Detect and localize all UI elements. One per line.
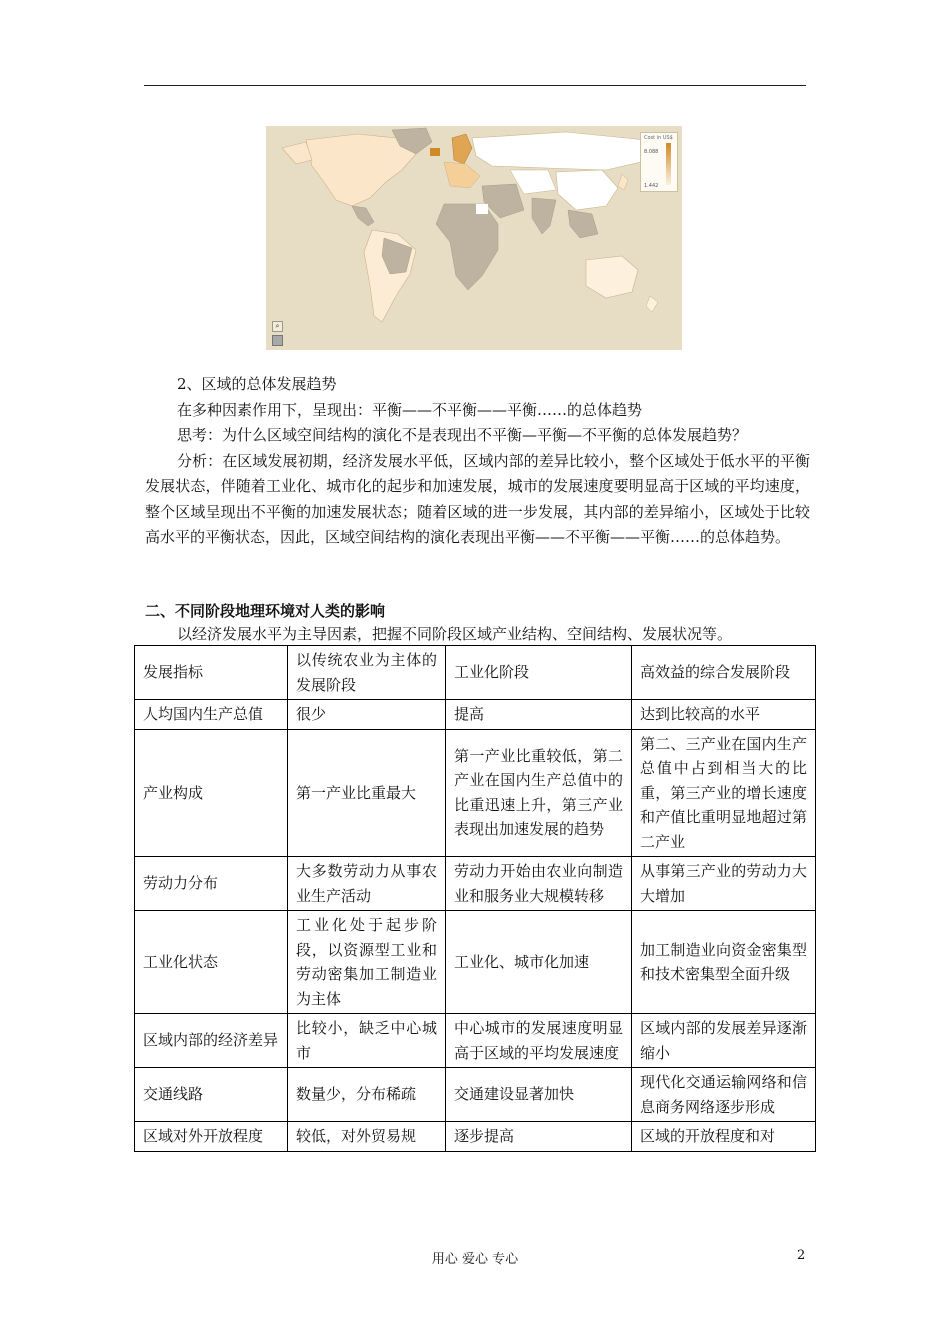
table-cell: 逐步提高 [446, 1122, 632, 1152]
table-cell: 第一产业比重最大 [288, 729, 446, 857]
table-cell: 区域对外开放程度 [135, 1122, 288, 1152]
map-scandinavia [452, 134, 472, 164]
map-russia [472, 132, 650, 170]
map-japan [618, 174, 628, 190]
table-cell: 现代化交通运输网络和信息商务网络逐步形成 [632, 1068, 816, 1122]
legend-min-value: 1.442 [644, 183, 659, 189]
table-cell: 交通线路 [135, 1068, 288, 1122]
table-cell: 劳动力开始由农业向制造业和服务业大规模转移 [446, 857, 632, 911]
section-2-analysis: 分析：在区域发展初期，经济发展水平低，区域内部的差异比较小，整个区域处于低水平的平衡发展状态，伴随着工业化、城市化的起步和加速发展，城市的发展速度要明显高于区域的平均速度，整个区域呈现出不平衡的加速发展状态；随着区域的进一步发展，其内部的差异缩小，区域处于比较高水平的平衡状态，因此，区域空间结构的演化表现出平衡——不平衡——平衡……的总体趋势。 [145, 451, 810, 546]
table-cell: 数量少，分布稀疏 [288, 1068, 446, 1122]
legend-color-bar [666, 143, 671, 185]
table-header-cell: 发展指标 [135, 646, 288, 700]
table-cell: 中心城市的发展速度明显高于区域的平均发展速度 [446, 1014, 632, 1068]
table-header-row [135, 646, 816, 700]
table-cell: 人均国内生产总值 [135, 700, 288, 730]
table-cell: 区域的开放程度和对 [632, 1122, 816, 1152]
map-australia [586, 256, 638, 298]
map-india [532, 198, 556, 234]
table-row [135, 1014, 816, 1068]
magnifier-icon[interactable]: ⌕ [272, 321, 283, 332]
map-new-zealand [646, 296, 658, 312]
section-two-intro: 以经济发展水平为主导因素，把握不同阶段区域产业结构、空间结构、发展状况等。 [177, 625, 733, 643]
table-cell: 比较小，缺乏中心城市 [288, 1014, 446, 1068]
page-number: 2 [797, 1248, 806, 1263]
table-cell: 第二、三产业在国内生产总值中占到相当大的比重，第三产业的增长速度和产值比重明显地超过第二产业 [632, 729, 816, 857]
pan-square-icon[interactable] [272, 335, 283, 346]
footer-text: 用心 爱心 专心 [431, 1252, 519, 1267]
table-cell: 区域内部的经济差异 [135, 1014, 288, 1068]
map-legend [640, 132, 678, 192]
development-stage-table [134, 645, 816, 1152]
table-cell: 第一产业比重较低，第二产业在国内生产总值中的比重迅速上升，第三产业表现出加速发展的趋势 [446, 729, 632, 857]
table-row [135, 1068, 816, 1122]
table-cell: 达到比较高的水平 [632, 700, 816, 730]
table-cell: 加工制造业向资金密集型和技术密集型全面升级 [632, 911, 816, 1014]
table-cell: 提高 [446, 700, 632, 730]
map-central-america [352, 206, 374, 226]
table-cell: 较低，对外贸易规 [288, 1122, 446, 1152]
map-southeast-asia [568, 210, 598, 238]
map-africa [436, 204, 498, 290]
table-cell: 工业化、城市化加速 [446, 911, 632, 1014]
map-north-africa-highlight [476, 204, 488, 214]
table-cell: 工业化处于起步阶段，以资源型工业和劳动密集加工制造业为主体 [288, 911, 446, 1014]
world-choropleth-map [266, 126, 682, 350]
header-rule [144, 85, 806, 86]
world-map-svg [266, 126, 682, 350]
table-cell: 从事第三产业的劳动力大大增加 [632, 857, 816, 911]
table-cell: 产业构成 [135, 729, 288, 857]
table-header-cell: 工业化阶段 [446, 646, 632, 700]
section-2-text [145, 372, 810, 551]
legend-max-value: 8.088 [644, 149, 659, 155]
table-row [135, 857, 816, 911]
map-china [556, 170, 618, 210]
section-2-heading: 2、区域的总体发展趋势 [177, 375, 337, 393]
table-cell: 劳动力分布 [135, 857, 288, 911]
legend-title: Cost in US$ [644, 135, 673, 141]
table-cell: 很少 [288, 700, 446, 730]
table-row [135, 729, 816, 857]
table-row [135, 1122, 816, 1152]
section-two-heading: 二、不同阶段地理环境对人类的影响 [145, 602, 386, 620]
table-header-cell: 以传统农业为主体的发展阶段 [288, 646, 446, 700]
table-row [135, 911, 816, 1014]
table-row [135, 700, 816, 730]
section-2-statement: 在多种因素作用下，呈现出：平衡——不平衡——平衡……的总体趋势 [177, 400, 643, 419]
table-cell: 区域内部的发展差异逐渐缩小 [632, 1014, 816, 1068]
map-western-europe [444, 162, 480, 188]
table-cell: 大多数劳动力从事农业生产活动 [288, 857, 446, 911]
map-iceland [430, 148, 440, 156]
table-cell: 交通建设显著加快 [446, 1068, 632, 1122]
section-2-question: 思考：为什么区域空间结构的演化不是表现出不平衡—平衡—不平衡的总体发展趋势？ [177, 426, 748, 444]
table-cell: 工业化状态 [135, 911, 288, 1014]
table-header-cell: 高效益的综合发展阶段 [632, 646, 816, 700]
